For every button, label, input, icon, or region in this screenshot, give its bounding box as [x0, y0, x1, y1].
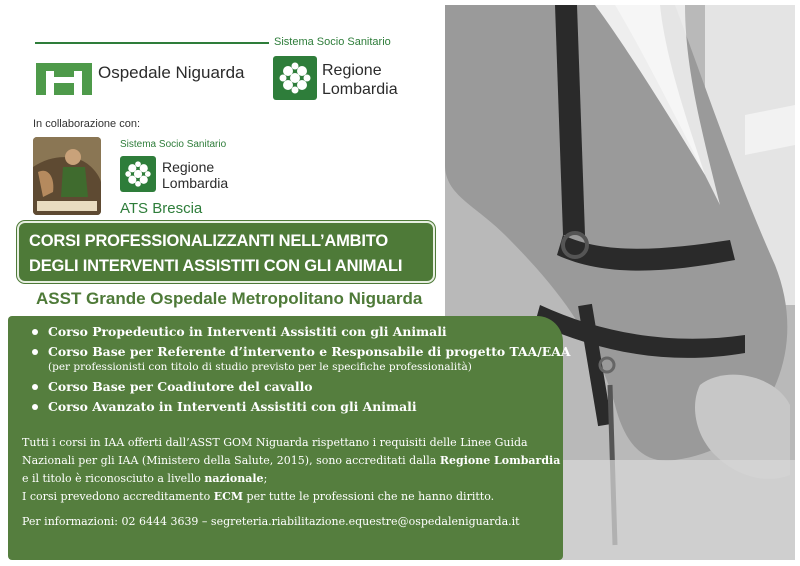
bullet-icon	[32, 404, 38, 410]
course-note: (per professionisti con titolo di studio previsto per le specifiche professionalità)	[48, 361, 472, 373]
courses-panel	[8, 316, 571, 560]
bullet-icon	[32, 384, 38, 390]
regione-lombardia-name: Regione Lombardia	[322, 62, 398, 98]
regione-lombardia-logo-icon	[273, 56, 317, 100]
organizer-name: ASST Grande Ospedale Metropolitano Niguarda	[36, 289, 423, 308]
regione-lombardia-logo-icon-2	[120, 156, 156, 192]
list-item: Corso Base per Coadiutore del cavallo	[30, 377, 570, 397]
course-description: Tutti i corsi in IAA offerti dall’ASST GOM Niguarda rispettano i requisiti delle Linee Guida Nazionali per gli IAA (Ministero della Salute, 2015), sono accreditati dalla Regione Lombardia e il titolo è riconosciuto a livello nazionale; I corsi prevedono accreditamento ECM per tutte le professioni che ne hanno diritto.	[22, 436, 561, 503]
amici-centro-logo	[33, 137, 101, 215]
contact-info: Per informazioni: 02 6444 3639 – segreteria.riabilitazione.equestre@ospedaleniguarda.it	[22, 515, 520, 528]
hospital-name: Ospedale Niguarda	[98, 63, 245, 82]
bullet-icon	[32, 349, 38, 355]
list-item: Corso Propedeutico in Interventi Assistiti con gli Animali	[30, 322, 570, 342]
regione-lombardia-name-2: Regione Lombardia	[162, 159, 229, 191]
banner-line-2: DEGLI INTERVENTI ASSISTITI CON GLI ANIMALI	[29, 257, 403, 275]
sss-label-2: Sistema Socio Sanitario	[120, 139, 227, 150]
header-rule	[35, 42, 269, 44]
list-item: Corso Avanzato in Interventi Assistiti con gli Animali	[30, 397, 570, 417]
list-item: Corso Base per Referente d’intervento e Responsabile di progetto TAA/EAA	[30, 342, 570, 362]
niguarda-logo-icon	[36, 63, 92, 100]
bullet-icon	[32, 329, 38, 335]
collaboration-label: In collaborazione con:	[33, 118, 141, 130]
banner-line-1: CORSI PROFESSIONALIZZANTI NELL’AMBITO	[29, 232, 388, 250]
course-list	[30, 322, 570, 417]
ats-brescia: ATS Brescia	[120, 200, 203, 217]
title-banner	[17, 221, 435, 283]
sss-label: Sistema Socio Sanitario	[274, 36, 391, 48]
